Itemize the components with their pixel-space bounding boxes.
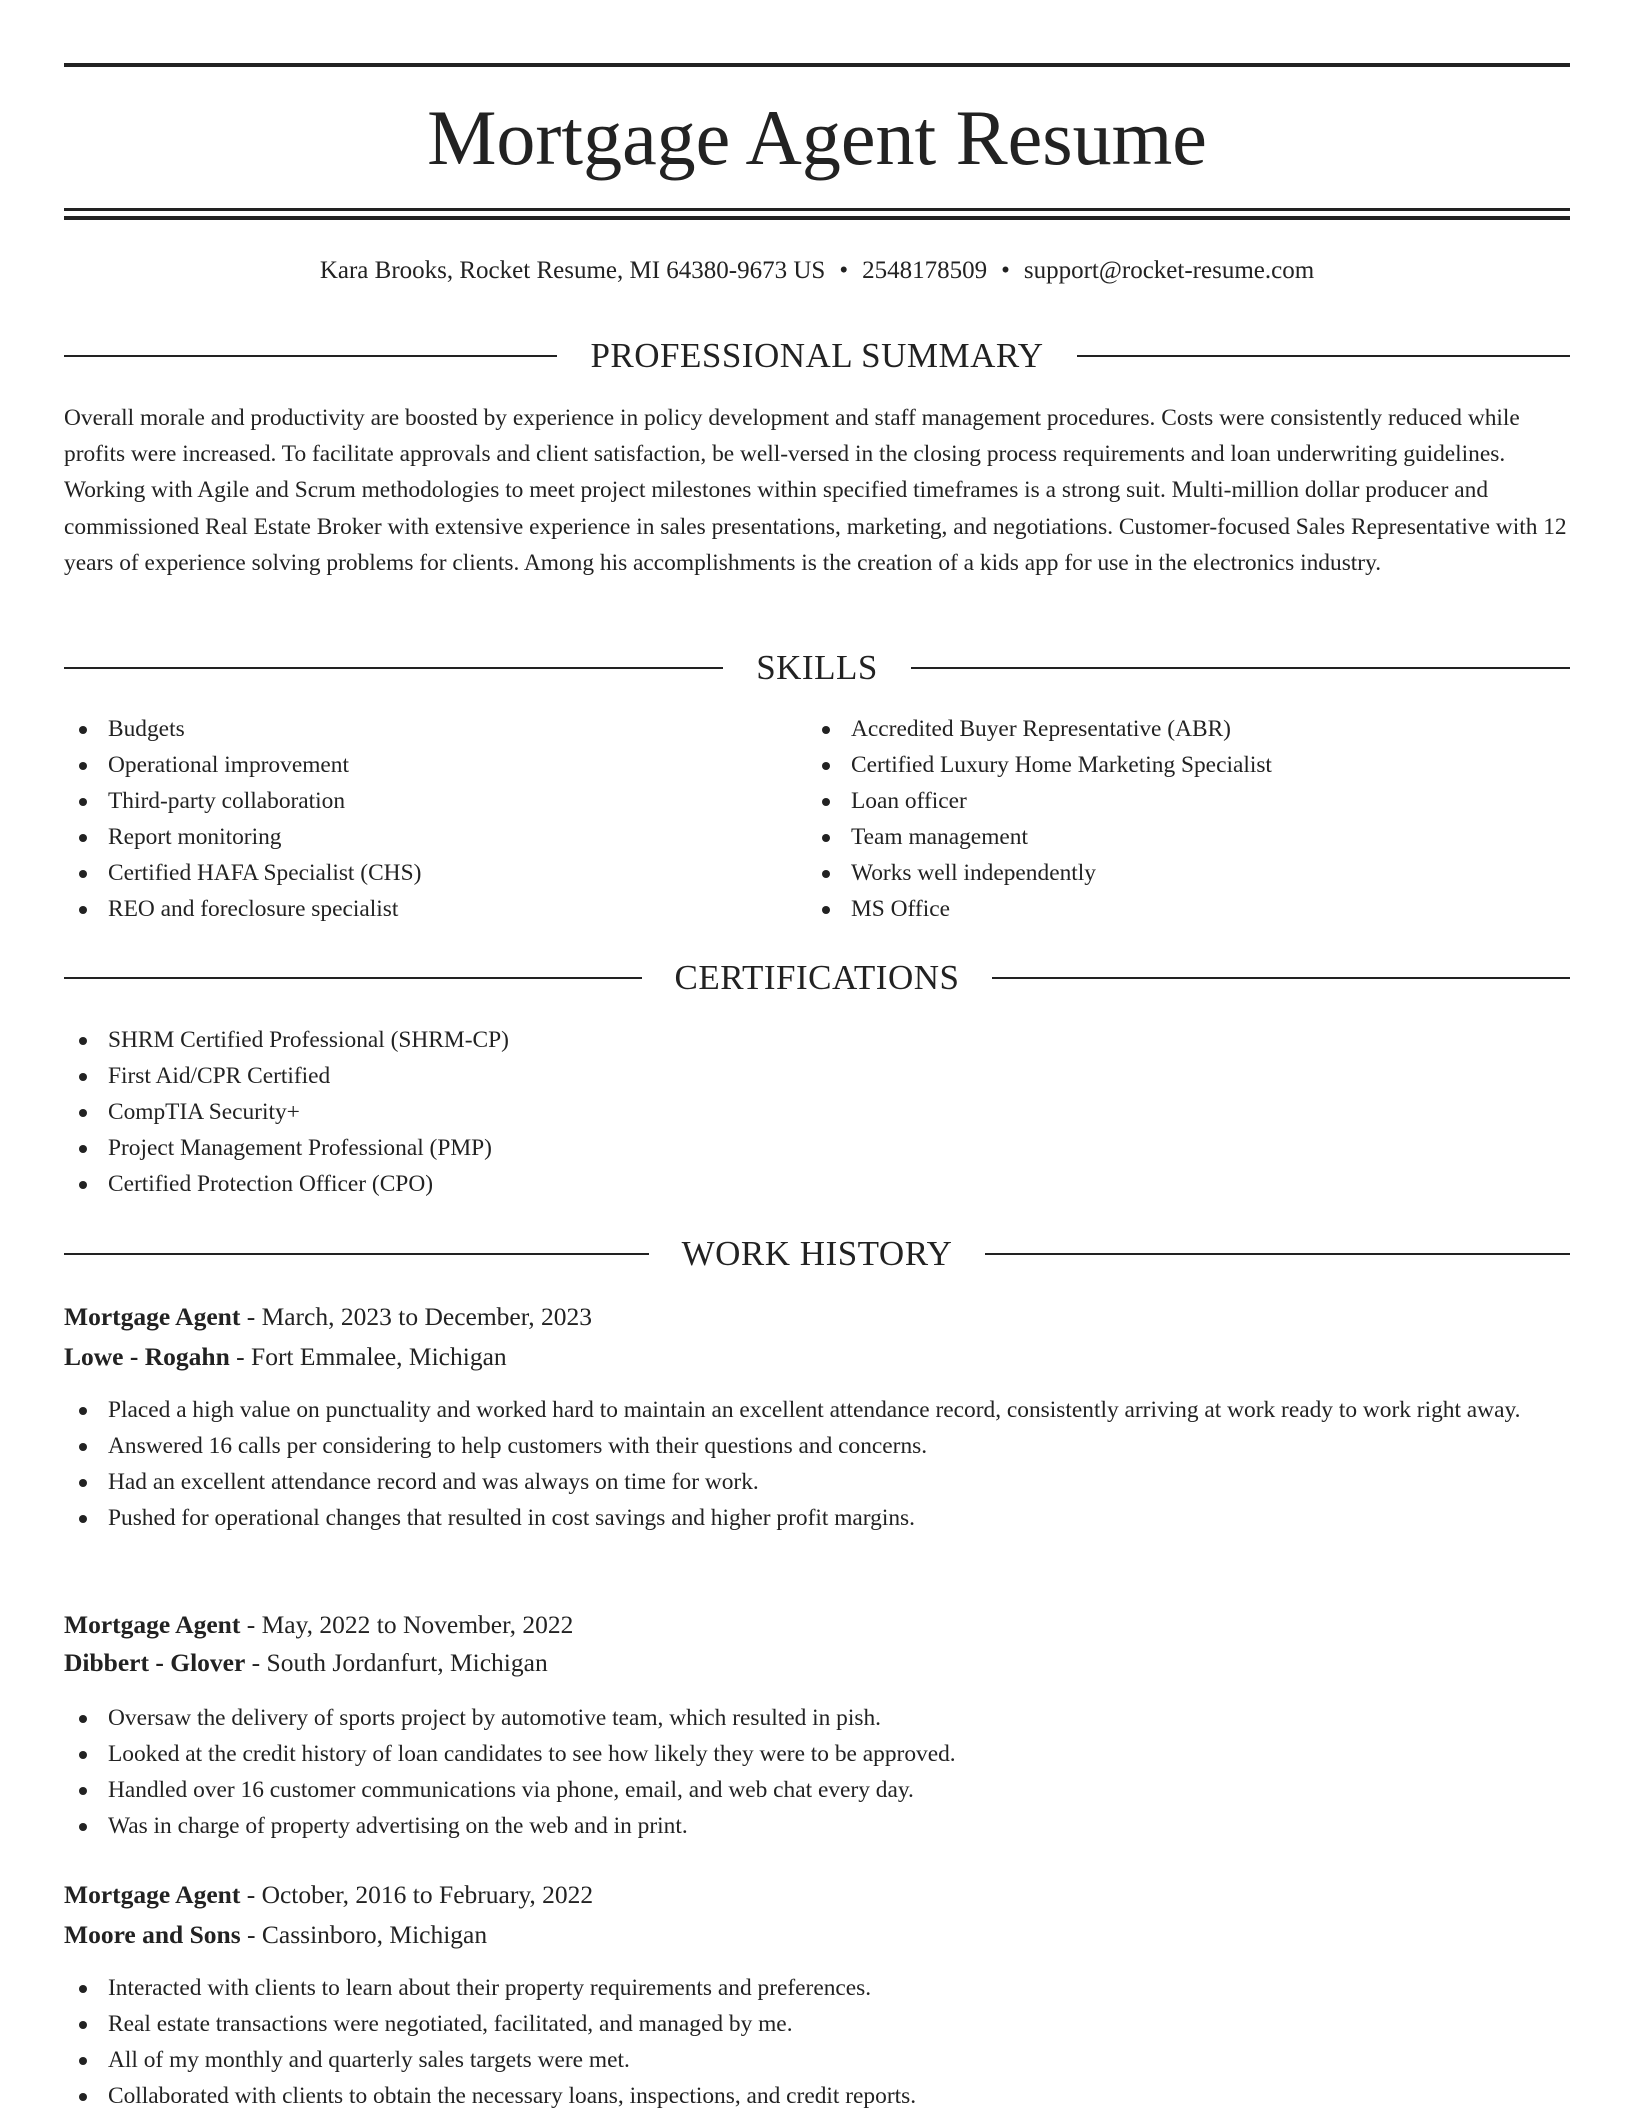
contact-phone: 2548178509 [862,257,988,284]
job-dates: - March, 2023 to December, 2023 [240,1302,592,1331]
job-bullet: Pushed for operational changes that resulted in cost savings and higher profit margins. [64,1500,1570,1536]
job-bullets [64,1700,1570,1844]
skills-heading [64,646,1570,690]
job-bullets [64,1392,1570,1536]
heading-rule-left [64,355,557,357]
job-bullet: Looked at the credit history of loan candidates to see how likely they were to be approved. [64,1736,1570,1772]
job-bullet: Interacted with clients to learn about their property requirements and preferences. [64,1970,1570,2006]
skills-list-left [64,711,784,927]
skill-item: Accredited Buyer Representative (ABR) [807,711,1567,747]
contact-address: Kara Brooks, Rocket Resume, MI 64380-9673 US [319,257,826,284]
skill-item: Loan officer [807,783,1567,819]
job-bullet: Answered 16 calls per considering to help customers with their questions and concerns. [64,1428,1570,1464]
title-double-rule [64,208,1570,220]
contact-separator: • [1001,257,1010,284]
skill-item: Team management [807,819,1567,855]
job-bullet: Oversaw the delivery of sports project by automotive team, which resulted in pish. [64,1700,1570,1736]
skill-item: Report monitoring [64,819,784,855]
skill-item: REO and foreclosure specialist [64,891,784,927]
summary-heading-label: PROFESSIONAL SUMMARY [590,336,1044,375]
skill-item: Operational improvement [64,747,784,783]
skills-heading-label: SKILLS [756,648,878,687]
job-title-line [64,1606,573,1644]
summary-heading [64,334,1570,378]
job-bullet: Had an excellent attendance record and was always on time for work. [64,1464,1570,1500]
job-bullet: Real estate transactions were negotiated, facilitated, and managed by me. [64,2006,1570,2042]
heading-rule-right [992,977,1570,979]
job-title-line [64,1298,592,1336]
job-bullet: All of my monthly and quarterly sales targets were met. [64,2042,1570,2078]
certifications-list [64,1022,1570,1202]
job-location: - South Jordanfurt, Michigan [245,1648,548,1677]
heading-rule-right [985,1253,1570,1255]
certifications-heading-label: CERTIFICATIONS [674,958,960,997]
skill-item: MS Office [807,891,1567,927]
job-title: Mortgage Agent [64,1610,241,1639]
job-company: Lowe - Rogahn [64,1342,230,1371]
job-company-line [64,1338,507,1376]
skill-item: Certified Luxury Home Marketing Specialist [807,747,1567,783]
heading-rule-right [911,667,1570,669]
heading-rule-left [64,1253,649,1255]
skill-item: Budgets [64,711,784,747]
job-company-line [64,1916,487,1954]
certification-item: Certified Protection Officer (CPO) [64,1166,1570,1202]
page-title: Mortgage Agent Resume [427,94,1207,181]
job-title-line [64,1876,593,1914]
heading-rule-left [64,667,723,669]
skill-item: Third-party collaboration [64,783,784,819]
contact-separator: • [839,257,849,284]
job-company: Dibbert - Glover [64,1648,246,1677]
job-dates: - October, 2016 to February, 2022 [240,1880,594,1909]
job-company-line [64,1644,548,1682]
job-bullet: Was in charge of property advertising on the web and in print. [64,1808,1570,1844]
job-bullet: Placed a high value on punctuality and worked hard to maintain an excellent attendance record, consistently arriving at work ready to work right away. [64,1392,1570,1428]
job-title: Mortgage Agent [64,1880,241,1909]
skill-item: Certified HAFA Specialist (CHS) [64,855,784,891]
certification-item: CompTIA Security+ [64,1094,1570,1130]
skill-item: Works well independently [807,855,1567,891]
certification-item: First Aid/CPR Certified [64,1058,1570,1094]
job-dates: - May, 2022 to November, 2022 [240,1610,574,1639]
certification-item: SHRM Certified Professional (SHRM-CP) [64,1022,1570,1058]
heading-rule-left [64,977,642,979]
work-history-heading [64,1232,1570,1276]
job-bullets [64,1970,1570,2114]
skills-list-right [807,711,1567,927]
job-location: - Fort Emmalee, Michigan [229,1342,507,1371]
certification-item: Project Management Professional (PMP) [64,1130,1570,1166]
job-location: - Cassinboro, Michigan [240,1920,488,1949]
work-history-heading-label: WORK HISTORY [681,1234,953,1273]
job-title: Mortgage Agent [64,1302,241,1331]
certifications-heading [64,956,1570,1000]
job-company: Moore and Sons [64,1920,241,1949]
heading-rule-right [1077,355,1570,357]
job-bullet: Handled over 16 customer communications via phone, email, and web chat every day. [64,1772,1570,1808]
contact-email: support@rocket-resume.com [1023,257,1315,284]
top-rule [64,63,1570,67]
contact-line [64,253,1570,289]
summary-text: Overall morale and productivity are boosted by experience in policy development and staff management procedures. Costs were consistently reduced while profits were increased. To facilitate approvals and client satisfaction, be well-versed in the closing process requirements and loan underwriting guidelines. Working with Agile and Scrum methodologies to meet project milestones within specified timeframes is a strong suit. Multi-million dollar producer and commissioned Real Estate Broker with extensive experience in sales presentations, marketing, and negotiations. Customer-focused Sales Representative with 12 years of experience solving problems for clients. Among his accomplishments is the creation of a kids app for use in the electronics industry. [64,405,1567,576]
job-bullet: Collaborated with clients to obtain the necessary loans, inspections, and credit reports. [64,2078,1570,2114]
